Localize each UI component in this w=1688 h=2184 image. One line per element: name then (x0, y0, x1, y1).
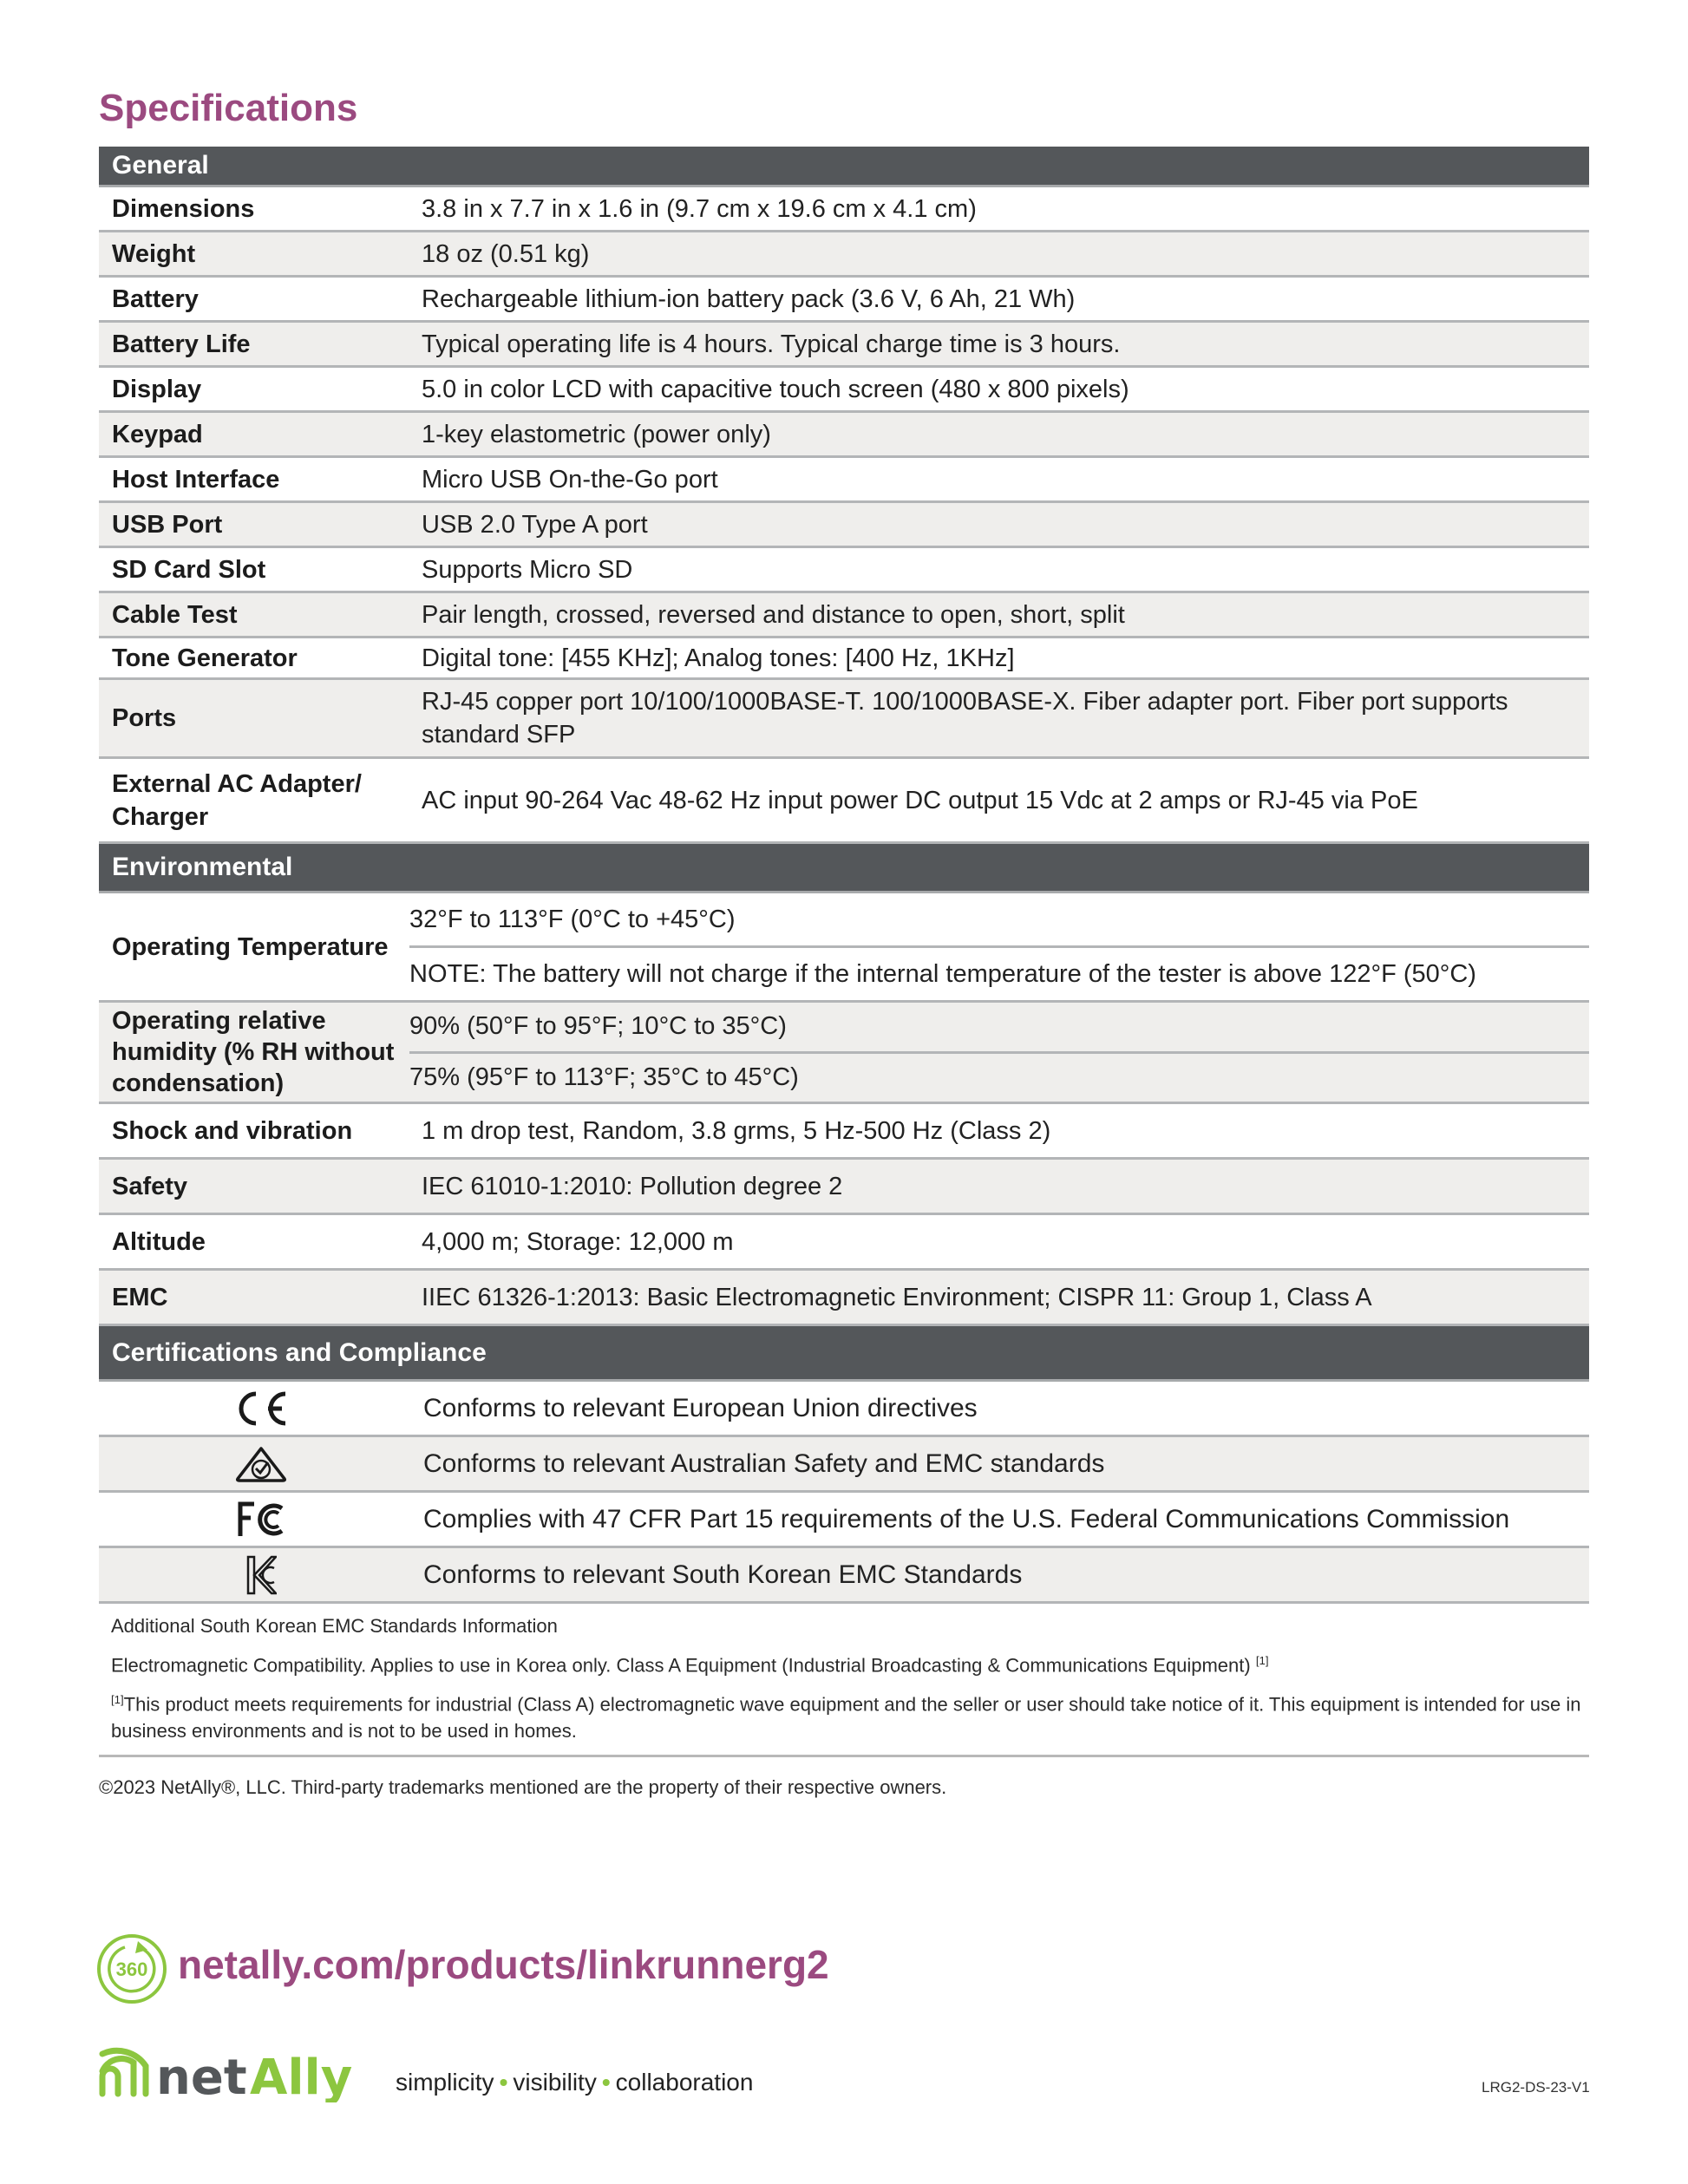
row-value: IEC 61010-1:2010: Pollution degree 2 (422, 1172, 843, 1200)
row-label: Ports (112, 704, 177, 732)
cert-row-ce (99, 1382, 1589, 1437)
table-row (99, 368, 1589, 413)
footnote-ref: [1] (1255, 1654, 1269, 1667)
table-row (99, 548, 1589, 593)
row-value: 32°F to 113°F (0°C to +45°C) (409, 905, 736, 933)
netally-logo (97, 2040, 357, 2107)
logo-ally: Ally (250, 2050, 353, 2102)
row-label: USB Port (112, 510, 223, 539)
korean-emc-notes (111, 1613, 1586, 1744)
bullet-dot-icon: • (499, 2069, 508, 2096)
table-row (99, 1271, 1589, 1326)
row-label: Operating Temperature (112, 932, 389, 961)
row-label: Operating relative humidity (% RH without condensation) (112, 1007, 395, 1097)
badge-text: 360 (115, 1958, 148, 1980)
row-label: Battery (112, 284, 199, 313)
table-row (99, 278, 1589, 323)
divider (99, 1755, 1589, 1757)
tagline (396, 2069, 753, 2096)
wifi-arcs-icon (102, 2050, 146, 2094)
table-row (99, 1104, 1589, 1160)
cert-row-rcm (99, 1437, 1589, 1493)
document-code: LRG2-DS-23-V1 (1482, 2079, 1590, 2096)
row-value: 4,000 m; Storage: 12,000 m (422, 1227, 734, 1256)
kc-mark-icon (99, 1548, 423, 1601)
row-value: 3.8 in x 7.7 in x 1.6 in (9.7 cm x 19.6 cm x 4.1 cm) (422, 194, 977, 223)
cert-text: Conforms to relevant European Union directives (423, 1393, 978, 1422)
row-label: Cable Test (112, 600, 238, 629)
row-value: Supports Micro SD (422, 555, 633, 584)
fcc-mark-icon (99, 1493, 423, 1546)
table-row-humidity (99, 1003, 1589, 1104)
table-row (99, 593, 1589, 638)
footnote-text: This product meets requirements for industrial (Class A) electromagnetic wave equipment and the seller or user should take notice of it. This equipment is intended for use in business environments and is not to be used in homes. (111, 1693, 1581, 1742)
notes-line-text: Electromagnetic Compatibility. Applies to use in Korea only. Class A Equipment (Industrial Broadcasting & Communications Equipment) (111, 1654, 1251, 1677)
environmental-rows (99, 1104, 1589, 1326)
row-label: Safety (112, 1172, 188, 1200)
row-value: 18 oz (0.51 kg) (422, 239, 590, 268)
table-row (99, 759, 1589, 844)
row-value: Rechargeable lithium-ion battery pack (3.6 V, 6 Ah, 21 Wh) (422, 284, 1076, 313)
row-label: Altitude (112, 1227, 206, 1256)
ce-mark-icon (99, 1382, 423, 1435)
row-label: Tone Generator (112, 644, 298, 672)
row-label: Host Interface (112, 465, 280, 494)
row-value: IIEC 61326-1:2013: Basic Electromagnetic Environment; CISPR 11: Group 1, Class A (422, 1283, 1372, 1311)
general-rows (99, 187, 1589, 844)
tagline-word: collaboration (615, 2069, 754, 2096)
row-value: Digital tone: [455 KHz]; Analog tones: [400 Hz, 1KHz] (422, 644, 1015, 672)
row-label: SD Card Slot (112, 555, 266, 584)
table-row (99, 232, 1589, 278)
cert-text: Conforms to relevant Australian Safety and EMC standards (423, 1448, 1105, 1478)
tagline-word: visibility (513, 2069, 597, 2096)
row-label: Display (112, 375, 202, 403)
table-row (99, 413, 1589, 458)
spec-table (99, 147, 1589, 1604)
cert-text: Conforms to relevant South Korean EMC Standards (423, 1560, 1023, 1589)
notes-heading: Additional South Korean EMC Standards Information (111, 1615, 558, 1637)
table-row (99, 323, 1589, 368)
row-label: Battery Life (112, 330, 251, 358)
table-row (99, 1160, 1589, 1215)
table-row (99, 458, 1589, 503)
section-header-certifications: Certifications and Compliance (99, 1326, 1589, 1382)
logo-net: net (156, 2050, 247, 2102)
table-row-operating-temperature (99, 893, 1589, 1003)
section-header-general: General (99, 147, 1589, 187)
row-label: External AC Adapter/ Charger (112, 769, 362, 831)
page-title: Specifications (99, 87, 358, 129)
row-label: Dimensions (112, 194, 255, 223)
cert-row-kc (99, 1548, 1589, 1604)
row-label: Weight (112, 239, 196, 268)
row-value: Pair length, crossed, reversed and distance to open, short, split (422, 600, 1125, 629)
footnote (111, 1687, 1586, 1743)
row-value: AC input 90-264 Vac 48-62 Hz input power DC output 15 Vdc at 2 amps or RJ-45 via PoE (422, 786, 1418, 814)
copyright: ©2023 NetAlly®, LLC. Third-party trademarks mentioned are the property of their respective owners. (99, 1776, 947, 1798)
product-url-link[interactable]: netally.com/products/linkrunnerg2 (178, 1942, 829, 1987)
table-row (99, 187, 1589, 232)
table-row (99, 680, 1589, 759)
table-row (99, 638, 1589, 680)
rcm-mark-icon (99, 1437, 423, 1490)
360-badge-icon (95, 1932, 168, 2010)
table-row (99, 1215, 1589, 1271)
row-value: 1 m drop test, Random, 3.8 grms, 5 Hz-500 Hz (Class 2) (422, 1116, 1051, 1145)
row-value: USB 2.0 Type A port (422, 510, 648, 539)
row-value: Typical operating life is 4 hours. Typical charge time is 3 hours. (422, 330, 1121, 358)
row-value: 1-key elastometric (power only) (422, 420, 771, 448)
row-label: Keypad (112, 420, 203, 448)
tagline-word: simplicity (396, 2069, 494, 2096)
section-header-environmental: Environmental (99, 844, 1589, 893)
row-label: EMC (112, 1283, 168, 1311)
row-value: 75% (95°F to 113°F; 35°C to 45°C) (409, 1051, 1589, 1102)
notes-line (111, 1648, 1586, 1678)
row-value: 90% (50°F to 95°F; 10°C to 35°C) (409, 1012, 787, 1041)
cert-row-fcc (99, 1493, 1589, 1548)
row-value: Micro USB On-the-Go port (422, 465, 718, 494)
row-value-note: NOTE: The battery will not charge if the internal temperature of the tester is above 122°F (50°C) (409, 945, 1589, 1000)
footnote-marker: [1] (111, 1693, 124, 1707)
bullet-dot-icon: • (601, 2069, 611, 2096)
table-row (99, 503, 1589, 548)
row-value: RJ-45 copper port 10/100/1000BASE-T. 100/1000BASE-X. Fiber adapter port. Fiber port supports standard SFP (422, 688, 1508, 749)
row-label: Shock and vibration (112, 1116, 353, 1145)
row-value: 5.0 in color LCD with capacitive touch screen (480 x 800 pixels) (422, 375, 1129, 403)
cert-text: Complies with 47 CFR Part 15 requirements of the U.S. Federal Communications Commission (423, 1504, 1510, 1533)
